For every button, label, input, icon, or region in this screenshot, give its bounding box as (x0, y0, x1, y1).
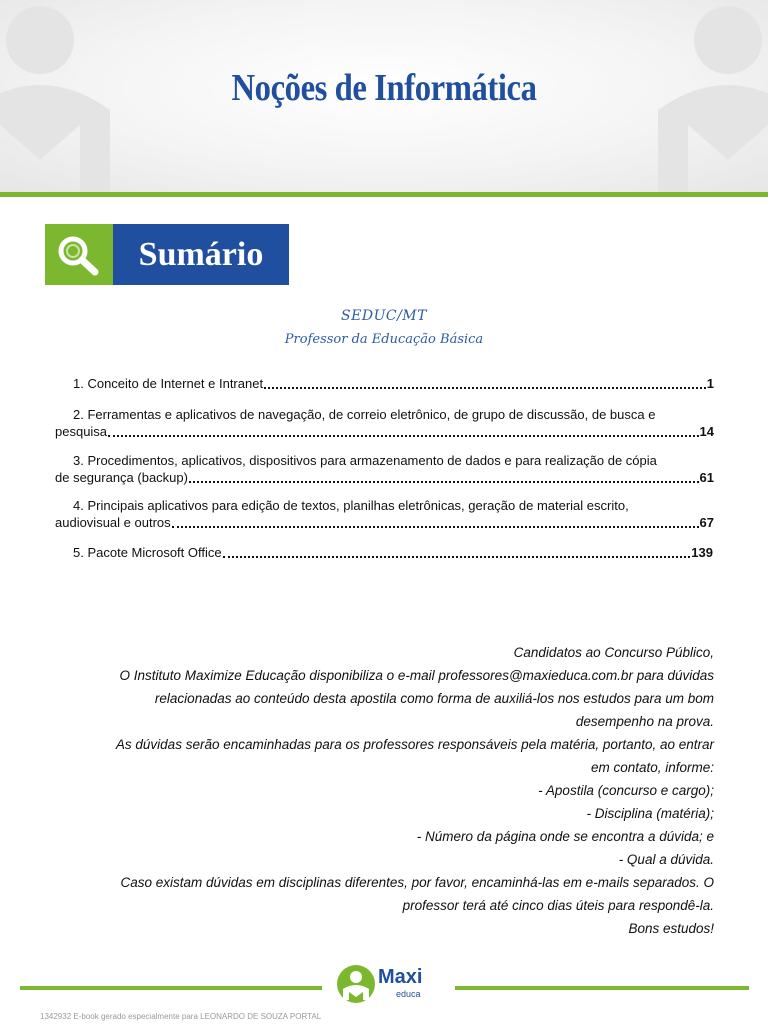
toc-entry-title-cont: pesquisa (55, 424, 108, 439)
footer-divider (455, 986, 749, 990)
exam-name: SEDUC/MT (341, 308, 427, 324)
notice-line: Bons estudos! (628, 921, 714, 936)
notice-line: em contato, informe: (590, 760, 714, 775)
toc-entry-title: 5. Pacote Microsoft Office (73, 545, 222, 560)
notice-line: - Disciplina (matéria); (586, 806, 714, 821)
notice-line: Caso existam dúvidas em disciplinas diferentes, por favor, encaminhá-las em e-mails separados. O (120, 875, 714, 890)
toc-entry-title: 2. Ferramentas e aplicativos de navegação, de correio eletrônico, de grupo de discussão, de busca e (73, 407, 656, 422)
toc-entry[interactable] (55, 544, 714, 561)
toc-page-number: 14 (699, 424, 714, 439)
candidate-notice (74, 641, 714, 940)
position-name: Professor da Educação Básica (284, 332, 484, 347)
magnifier-icon (45, 224, 113, 285)
header-divider (0, 192, 768, 197)
notice-line: - Número da página onde se encontra a dúvida; e (416, 829, 714, 844)
logo-subtext: educa (396, 989, 421, 999)
maxi-educa-logo (336, 962, 446, 1008)
toc-entry-title: 1. Conceito de Internet e Intranet (73, 376, 264, 391)
notice-line: desempenho na prova. (575, 714, 714, 729)
toc-page-number: 1 (706, 376, 714, 391)
toc-entry[interactable] (55, 497, 714, 531)
toc-page-number: 139 (691, 545, 713, 560)
notice-line: Candidatos ao Concurso Público, (513, 645, 714, 660)
notice-line: relacionadas ao conteúdo desta apostila como forma de auxiliá-los nos estudos para um bom (154, 691, 714, 706)
toc-page-number: 61 (699, 470, 714, 485)
notice-line: O Instituto Maximize Educação disponibiliza o e-mail professores@maxieduca.com.br para dúvidas (119, 668, 714, 683)
maxi-logo-icon (336, 964, 376, 1006)
footer-divider (20, 986, 322, 990)
notice-line: - Qual a dúvida. (618, 852, 714, 867)
toc-leader (108, 435, 698, 437)
page-header (0, 0, 768, 192)
toc-entry-title-cont: de segurança (backup) (55, 470, 188, 485)
toc-entry[interactable] (55, 452, 714, 486)
notice-line: - Apostila (concurso e cargo); (538, 783, 714, 798)
toc-entry[interactable] (55, 406, 714, 440)
toc-entry-title-cont: audiovisual e outros (55, 515, 171, 530)
toc-entry-title: 4. Principais aplicativos para edição de textos, planilhas eletrônicas, geração de material escrito, (73, 498, 629, 513)
logo-text: Maxi (378, 966, 423, 988)
section-banner (45, 224, 289, 285)
notice-line: As dúvidas serão encaminhadas para os professores responsáveis pela matéria, portanto, ao entrar (115, 737, 714, 752)
toc-page-number: 67 (699, 515, 714, 530)
notice-line: professor terá até cinco dias úteis para respondê-la. (402, 898, 714, 913)
toc-leader (172, 526, 699, 528)
ebook-footnote: 1342932 E-book gerado especialmente para LEONARDO DE SOUZA PORTAL (40, 1012, 322, 1021)
toc-entry-title: 3. Procedimentos, aplicativos, dispositivos para armazenamento de dados e para realização de cópia (73, 453, 657, 468)
toc-leader (223, 556, 691, 558)
toc-entry[interactable] (55, 375, 714, 392)
toc-leader (189, 481, 699, 483)
section-title: Sumário (113, 224, 289, 285)
page-title: Noções de Informática (231, 67, 537, 109)
toc-leader (264, 387, 706, 389)
